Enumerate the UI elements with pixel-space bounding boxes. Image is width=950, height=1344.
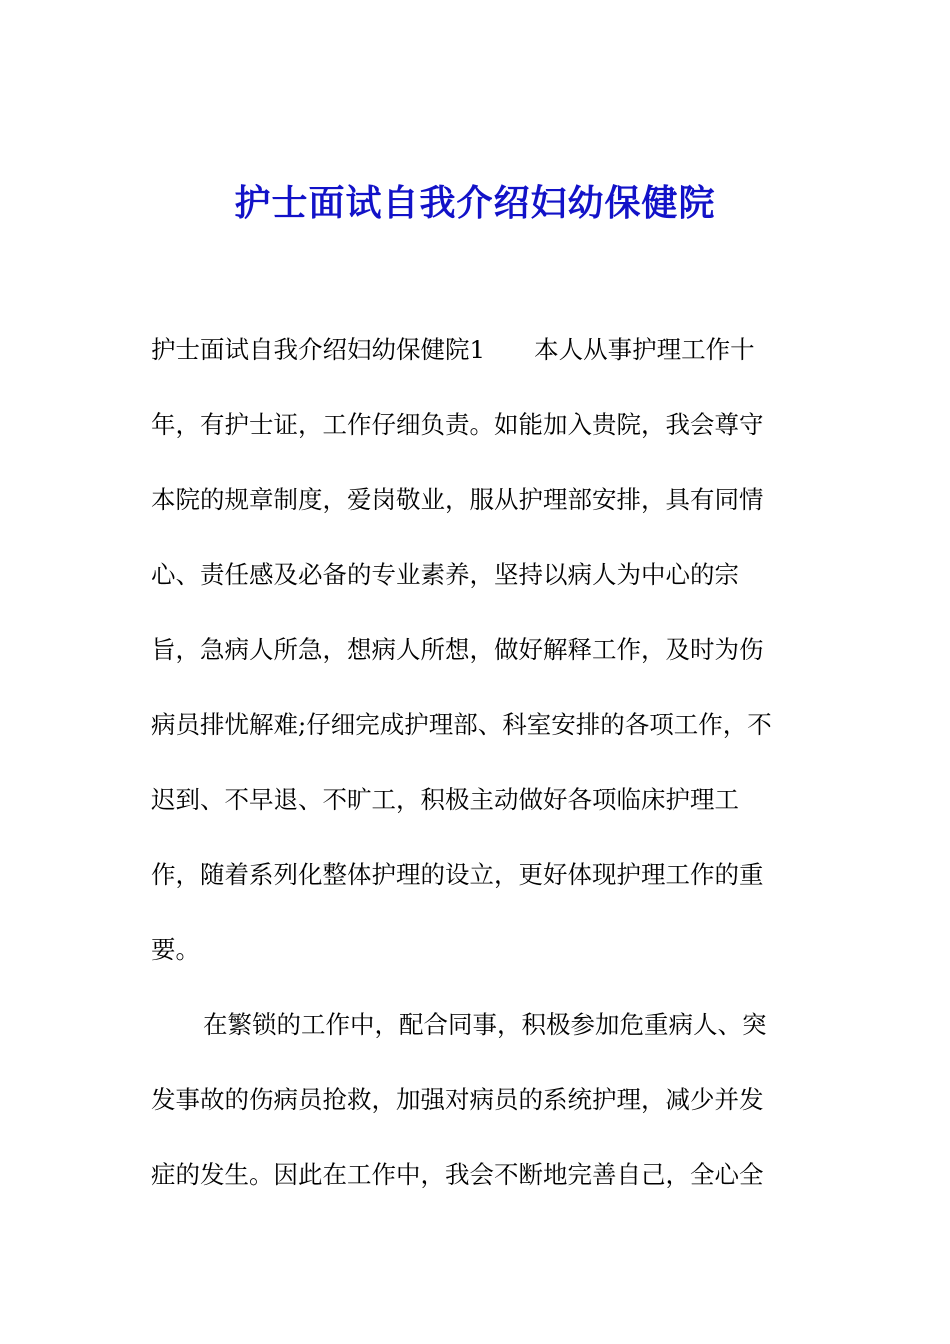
text-line: 旨，急病人所急，想病人所想，做好解释工作，及时为伤	[151, 635, 764, 664]
text-line: 症的发生。因此在工作中，我会不断地完善自己，全心全	[151, 1160, 764, 1189]
document-title: 护士面试自我介绍妇幼保健院	[234, 182, 716, 224]
text-line: 要。	[151, 935, 200, 964]
text-line: 病员排忧解难;仔细完成护理部、科室安排的各项工作，不	[151, 710, 772, 739]
text-line: 心、责任感及必备的专业素养，坚持以病人为中心的宗	[151, 560, 739, 589]
text-line: 年，有护士证，工作仔细负责。如能加入贵院，我会尊守	[151, 410, 764, 439]
text-line: 护士面试自我介绍妇幼保健院1 本人从事护理工作十	[151, 335, 755, 364]
text-line: 作，随着系列化整体护理的设立，更好体现护理工作的重	[151, 860, 764, 889]
text-line: 本院的规章制度，爱岗敬业，服从护理部安排，具有同情	[151, 485, 764, 514]
text-line: 迟到、不早退、不旷工，积极主动做好各项临床护理工	[151, 785, 739, 814]
text-line: 发事故的伤病员抢救，加强对病员的系统护理，减少并发	[151, 1085, 764, 1114]
text-line: 在繁锁的工作中，配合同事，积极参加危重病人、突	[203, 1010, 767, 1039]
